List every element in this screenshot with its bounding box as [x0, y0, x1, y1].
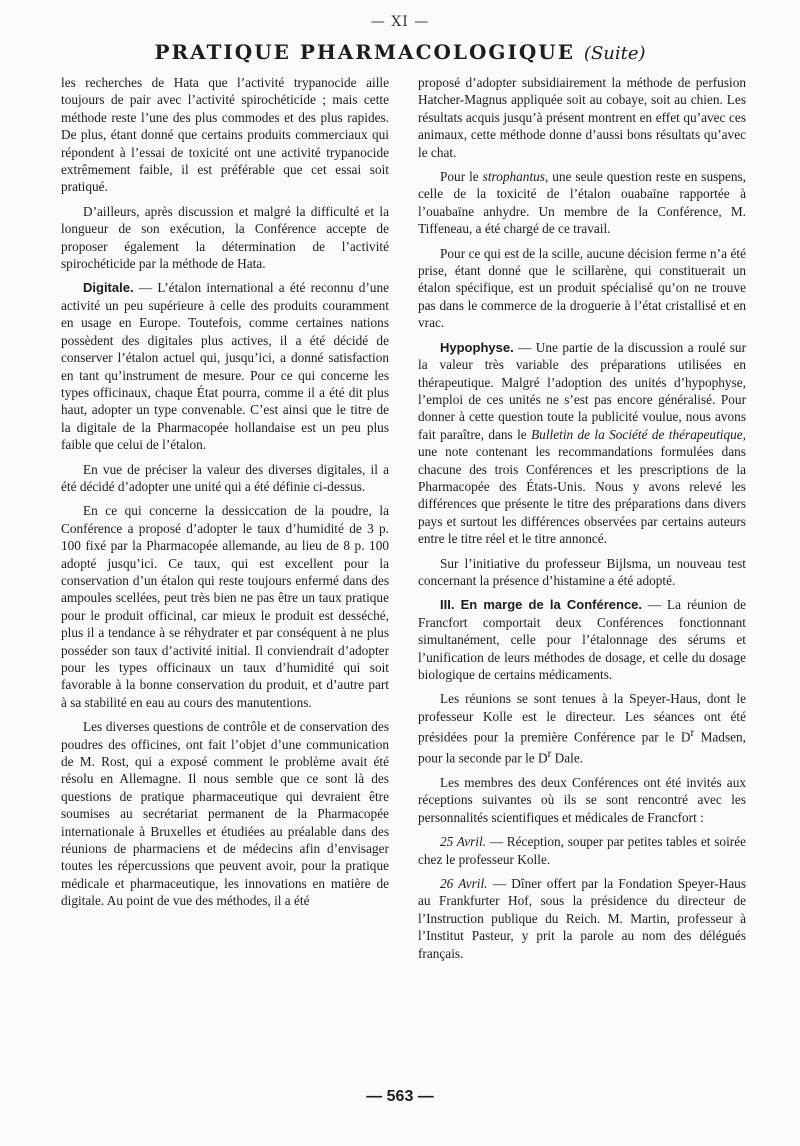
paragraph-text: , une seule question reste en suspens, celle de la toxicité de l’étalon ouabaïne rapportée à l’ouabaïne anhydre. Un membre de la Conférence, M. Tiffeneau, a été chargé de ce travail. — [418, 169, 746, 237]
section-lead-marge: III. En marge de la Conférence. — [440, 597, 643, 613]
paragraph: les recherches de Hata que l’activité trypanocide aille toujours de pair avec l’activité spirochéticide ; mais cette méthode reste l’une des plus commodes et des plus rapides. De plus, étant donné que certains produits commerciaux qui répondent à l’essai de toxicité ont une activité trypanocide extrêmement faible, il est préférable que cet essai soit pratiqué. — [61, 75, 389, 195]
paragraph-hypophyse — [418, 339, 746, 548]
roman-page-number: — XI — — [370, 14, 430, 30]
paragraph-text: Les réunions se sont tenues à la Speyer-Haus, dont le professeur Kolle est le directeur. Les séances ont été présidées pour la première Conférence par le D — [418, 691, 746, 745]
left-column — [61, 74, 389, 917]
paragraph-text: — Une partie de la discussion a roulé sur la valeur très variable des préparations utilisées en thérapeutique. Malgré l’adoption des unités d’hypophyse, l’emploi de ces unités ne s’est pas encore généralisé. Pour donner à cette question toute la publicité voulue, nous avons fait paraître, dans le — [418, 339, 746, 442]
paragraph-strophantus — [418, 168, 746, 238]
paragraph-text: , une note contenant les recommandations formulées dans chacune des trois Conférences et les prescriptions de la Pharmacopée des États-Unis. Nous y avons relevé les différences que présente le titre des préparations dans divers pays et surtout les différences observées par certains auteurs entre le titre réel et le titre annoncé. — [418, 426, 746, 547]
paragraph-text: — Dîner offert par la Fondation Speyer-Haus au Frankfurter Hof, sous la présidence du directeur de l’Instruction publique du Reich. M. Martin, professeur à l’Institut Pasteur, y prit la parole au nom des délégués français. — [418, 875, 746, 961]
paragraph: proposé d’adopter subsidiairement la méthode de perfusion Hatcher-Magnus appliquée soit au cobaye, soit au chien. Les résultats acquis jusqu’à présent montrent en effet qu’avec ces animaux, cette méthode donne d’aussi bons résultats qu’avec le chat. — [418, 75, 746, 160]
paragraph-text: — La réunion de Francfort comportait deux Conférences fonctionnant simultanément, celle pour l’étalonnage des sérums et l’unification de leurs méthodes de dosage, et celle du dosage biologique de certains médicaments. — [418, 597, 746, 682]
paragraph-digitale — [61, 279, 389, 453]
section-lead-hypophyse: Hypophyse. — [440, 339, 514, 355]
paragraph: Sur l’initiative du professeur Bijlsma, un nouveau test concernant la présence d’histamine a été adopté. — [418, 555, 746, 588]
paragraph: En vue de préciser la valeur des diverses digitales, il a été décidé d’adopter une unité qui a été définie ci-dessus. — [61, 461, 389, 494]
date-label: 26 Avril. — [440, 875, 488, 891]
title-text: PRATIQUE PHARMACOLOGIQUE — [154, 40, 575, 64]
paragraph-date-entry — [418, 833, 746, 868]
paragraph: Les membres des deux Conférences ont été invités aux réceptions suivantes où ils se sont rencontré avec les personnalités scientifiques et médicales de Francfort : — [418, 774, 746, 825]
paragraph: Pour ce qui est de la scille, aucune décision ferme n’a été prise, étant donné que le scillarène, qui constituerait un étalon spécifique, est un produit spécialisé qu’on ne trouve pas dans le commerce de la droguerie à l’état cristallisé et en vrac. — [418, 245, 746, 331]
page-number: — 563 — — [366, 1088, 434, 1105]
paragraph-text: Dale. — [551, 750, 584, 766]
superscript: r — [690, 727, 695, 740]
paragraph: Les diverses questions de contrôle et de conservation des poudres des officines, ont fait l’objet d’une communication de M. Rost, qui a exposé comment le problème avait été résolu en Allemagne. Il nous semble que ce sont là des questions de pratique pharmaceutique qui devraient être soumises au secrétariat permanent de la Pharmacopée internationale à Bruxelles et étudiées au préalable dans des réunions de pharmaciens et de médecins afin d’envisager toutes les répercussions que peuvent avoir, pour la pratique médicale et pharmaceutique, les innovations en matière de digitale. Au point de vue des méthodes, il a été — [61, 719, 389, 909]
paragraph-text: Madsen, pour la seconde par le D — [418, 729, 746, 766]
paragraph-text: — L’étalon international a été reconnu d’une activité un peu supérieure à celle des produits couramment en usage en Europe. Toutefois, comme certaines nations possèdent des digitales plus actives, il a été décidé de conserver l’étalon actuel qui, jusqu’ici, a donné satisfaction en tant qu’instrument de mesure. Pour ce qui concerne les types officinaux, chaque État pourra, comme il a été dit plus haut, adopter un type convenable. C’est ainsi que le titre de la digitale de la Pharmacopée hollandaise est un peu plus faible que celui de l’étalon. — [61, 280, 389, 453]
right-column — [418, 74, 746, 969]
title-suite: (Suite) — [583, 43, 646, 64]
paragraph: En ce qui concerne la dessiccation de la poudre, la Conférence a proposé d’adopter le taux d’humidité de 3 p. 100 fixé par la Pharmacopée allemande, au lieu de 8 p. 100 adopté jusqu’ici. Ce taux, qui est excellent pour la conservation d’un étalon qui reste toujours enfermé dans des ampoules scellées, peut très bien ne pas être un taux pratique pour le produit officinal, car mieux le produit est desséché, plus il a tendance à se réhydrater et par conséquent à ne plus posséder son taux d’activité initial. Il conviendrait d’adopter pour les types officinaux un taux d’humidité qui soit favorable à la bonne conservation du produit, et d’autre part à sa stabilité en eau au cours des manutentions. — [61, 503, 389, 710]
paragraph-text: Pour le — [440, 169, 483, 185]
italic-term: strophantus — [482, 169, 545, 185]
date-label: 25 Avril. — [440, 834, 486, 850]
paragraph — [418, 690, 746, 766]
section-lead-digitale: Digitale. — [83, 280, 134, 296]
paragraph-date-entry — [418, 875, 746, 962]
paragraph-text: — Réception, souper par petites tables et soirée chez le professeur Kolle. — [418, 834, 746, 867]
superscript: r — [547, 748, 552, 761]
paragraph-section-iii — [418, 596, 746, 683]
italic-journal: Bulletin de la Société de thérapeutique — [531, 426, 743, 442]
paragraph: D’ailleurs, après discussion et malgré la difficulté et la longueur de son exécution, la Conférence accepte de proposer également la détermination de l’activité spirochéticide par la méthode de Hata. — [61, 203, 389, 272]
page-title — [0, 40, 800, 64]
